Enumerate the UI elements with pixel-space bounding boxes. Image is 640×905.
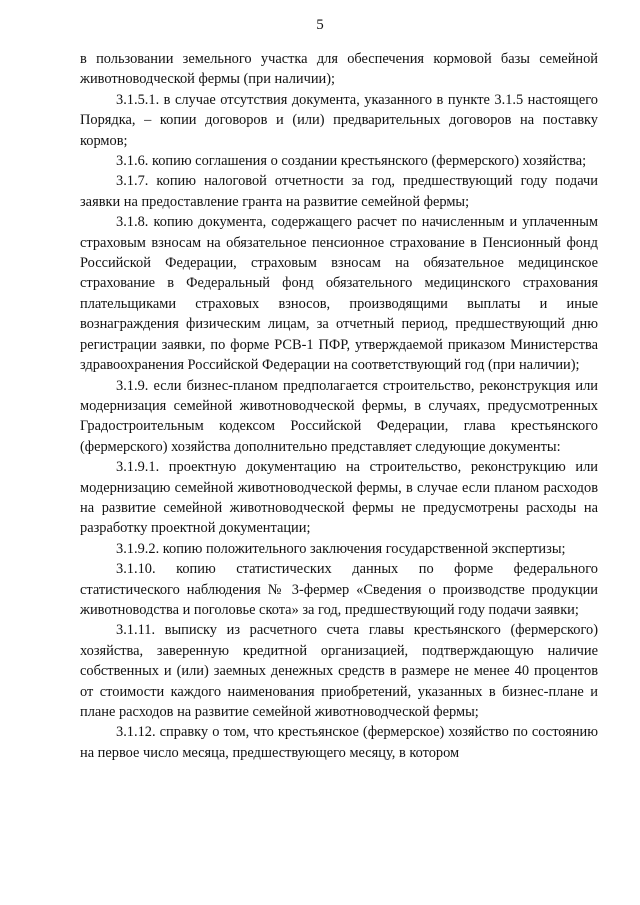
paragraph-3-1-6: 3.1.6. копию соглашения о создании крестьянского (фермерского) хозяйства; <box>116 153 587 170</box>
paragraph-3-1-12: 3.1.12. справку о том, что крестьянское (фермерское) хозяйство по состоянию на первое число месяца, предшествующего месяцу, в котором <box>80 724 598 761</box>
paragraph-3-1-9-1: 3.1.9.1. проектную документацию на строительство, реконструкцию или модернизацию семейной животноводческой фермы, в случае если планом расходов на развитие семейной животноводческой фермы не предусмотрены расходы на разработку проектной документации; <box>80 459 598 537</box>
document-body <box>80 49 598 763</box>
paragraph-continuation: в пользовании земельного участка для обеспечения кормовой базы семейной животноводческой фермы (при наличии); <box>80 51 598 88</box>
paragraph-3-1-9-2: 3.1.9.2. копию положительного заключения государственной экспертизы; <box>116 540 566 557</box>
paragraph-3-1-9: 3.1.9. если бизнес-планом предполагается строительство, реконструкция или модернизация семейной животноводческой фермы, в случаях, предусмотренных Градостроительным кодексом Российской Федерации, глава крестьянского (фермерского) хозяйства дополнительно представляет следующие документы: <box>80 377 598 455</box>
paragraph-3-1-10: 3.1.10. копию статистических данных по форме федерального статистического наблюдения № 3-фермер «Сведения о производстве продукции животноводства и поголовье скота» за год, предшествующий году подачи заявки; <box>80 561 598 618</box>
paragraph-3-1-7: 3.1.7. копию налоговой отчетности за год, предшествующий году подачи заявки на предоставление гранта на развитие семейной фермы; <box>80 173 598 210</box>
page-number: 5 <box>316 17 324 33</box>
paragraph-3-1-5-1: 3.1.5.1. в случае отсутствия документа, указанного в пункте 3.1.5 настоящего Порядка, – копии договоров и (или) предварительных договоров на поставку кормов; <box>80 91 598 149</box>
paragraph-3-1-11: 3.1.11. выписку из расчетного счета главы крестьянского (фермерского) хозяйства, заверенную кредитной организацией, подтверждающую наличие собственных и (или) заемных денежных средств в размере не менее 40 процентов от стоимости каждого наименования приобретений, указанных в бизнес-плане и плане расходов на развитие семейной животноводческой фермы; <box>80 622 598 720</box>
paragraph-3-1-8: 3.1.8. копию документа, содержащего расчет по начисленным и уплаченным страховым взносам на обязательное пенсионное страхование в Пенсионный фонд Российской Федерации, страховым взносам на обязательное медицинское страхование в Федеральный фонд обязательного медицинского страхования плательщиками страховых взносов, производящими выплаты и иные вознаграждения физическим лицам, за отчетный период, предшествующий дню регистрации заявки, по форме РСВ-1 ПФР, утверждаемой приказом Министерства здравоохранения Российской Федерации на соответствующий год (при наличии); <box>80 214 598 374</box>
